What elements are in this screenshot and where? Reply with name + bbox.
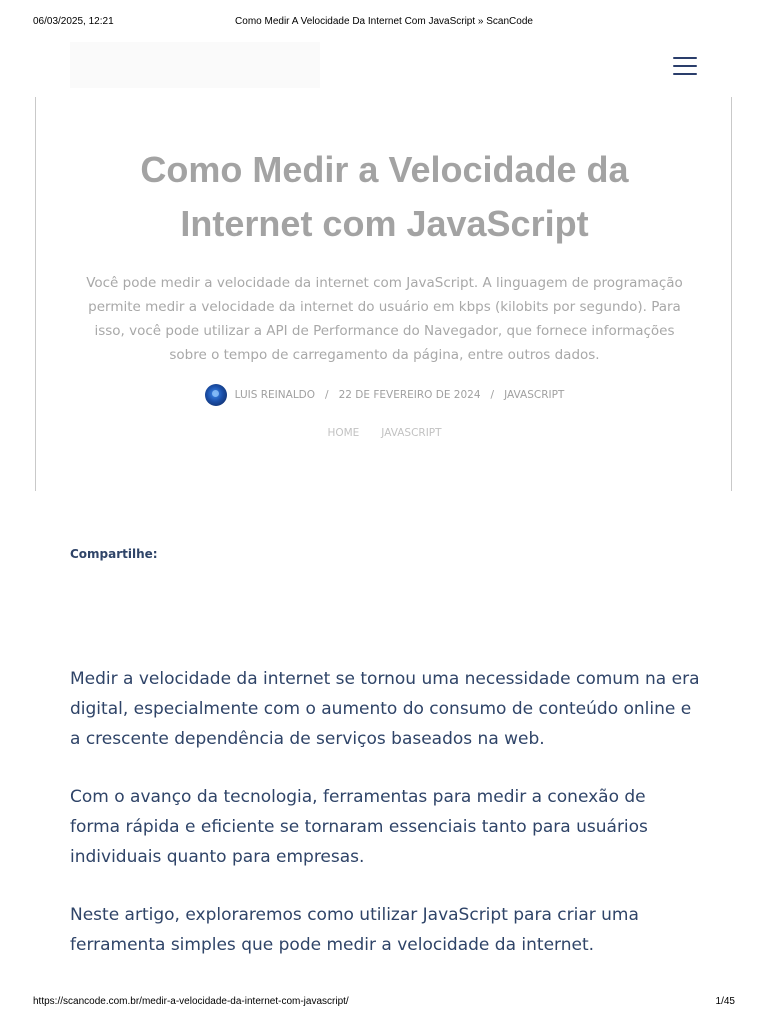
breadcrumb-current[interactable]: JAVASCRIPT (381, 427, 442, 439)
print-page-title: Como Medir A Velocidade Da Internet Com JavaScript » ScanCode (235, 16, 533, 27)
breadcrumb-home[interactable]: HOME (327, 427, 360, 439)
site-logo[interactable] (70, 42, 320, 88)
menu-bar (673, 57, 697, 59)
article-paragraph: Neste artigo, exploraremos como utilizar JavaScript para criar uma ferramenta simples que pode medir a velocidade da internet. (70, 905, 639, 955)
article-excerpt: Você pode medir a velocidade da internet com JavaScript. A linguagem de programação permite medir a velocidade da internet do usuário em kbps (kilobits por segundo). Para isso, você pode utilizar a API de Performance do Navegador, que fornece informações sobre o tempo de carregamento da página, entre outros dados. (86, 275, 683, 363)
article-paragraph: Com o avanço da tecnologia, ferramentas para medir a conexão de forma rápida e eficiente se tornaram essenciais tanto para usuários individuais quanto para empresas. (70, 787, 648, 867)
meta-separator: / (325, 389, 329, 401)
hero-section (35, 97, 732, 491)
author-avatar[interactable] (205, 384, 227, 406)
menu-bar (673, 73, 697, 75)
breadcrumb (36, 427, 733, 439)
share-label: Compartilhe: (70, 547, 158, 561)
article-body (70, 664, 700, 988)
hamburger-menu-icon[interactable] (668, 52, 702, 80)
print-url: https://scancode.com.br/medir-a-velocidade-da-internet-com-javascript/ (33, 996, 349, 1007)
print-page-number: 1/45 (715, 996, 735, 1007)
article-title (36, 143, 733, 251)
meta-separator: / (490, 389, 495, 401)
menu-bar (673, 65, 697, 67)
category-link[interactable]: JAVASCRIPT (504, 389, 565, 401)
article-title-line-1: Como Medir a Velocidade da (140, 149, 629, 190)
publish-date: 22 DE FEVEREIRO DE 2024 (338, 389, 481, 401)
print-footer (0, 996, 768, 1010)
print-date: 06/03/2025, 12:21 (33, 16, 114, 27)
article-meta (36, 383, 733, 407)
article-paragraph: Medir a velocidade da internet se tornou uma necessidade comum na era digital, especialmente com o aumento do consumo de conteúdo online e a crescente dependência de serviços baseados na web. (70, 669, 700, 749)
print-header (0, 16, 768, 30)
article-title-line-2: Internet com JavaScript (180, 203, 589, 244)
author-link[interactable]: LUIS REINALDO (234, 389, 316, 401)
